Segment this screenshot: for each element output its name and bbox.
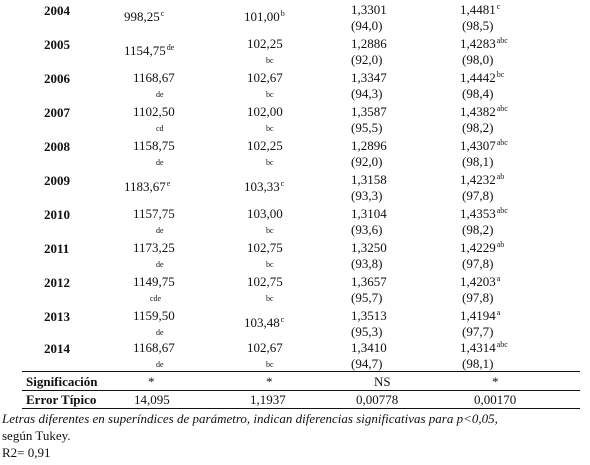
- value-col-2-superscript: b: [280, 9, 285, 18]
- value-col-2-value: 102,67: [247, 340, 283, 355]
- value-col-2-value: 102,25: [247, 36, 283, 51]
- value-col-4-paren: (98,1): [462, 154, 494, 169]
- value-col-4-superscript: abc: [496, 36, 508, 45]
- value-col-3-paren: (93,3): [351, 188, 383, 203]
- value-col-4-value: 1,4232: [460, 172, 496, 187]
- value-col-4-paren: (98,2): [462, 222, 494, 237]
- value-col-1-subscript: de: [156, 90, 164, 99]
- value-col-4-superscript: abc: [496, 104, 508, 113]
- value-col-1-value: 998,25: [124, 9, 160, 24]
- value-col-3-paren: (94,3): [351, 86, 383, 101]
- year-label: 2008: [44, 139, 70, 154]
- value-col-3-value: 1,3513: [351, 308, 387, 323]
- value-col-1-value: 1173,25: [133, 240, 175, 255]
- table-row: [0, 340, 590, 374]
- value-col-2-superscript: c: [280, 179, 285, 188]
- value-col-1-number: [133, 274, 175, 289]
- value-col-1-superscript: c: [160, 9, 165, 18]
- value-col-1-superscript: de: [166, 43, 175, 52]
- value-col-4-value: 1,4353: [460, 206, 496, 221]
- footnote-line-1: Letras diferentes en superíndices de parámetro, indican diferencias significativas para p<0,05,: [2, 411, 498, 426]
- footnote-line-3: R2= 0,91: [2, 445, 51, 460]
- value-col-4-superscript: abc: [496, 206, 508, 215]
- value-col-4-number: [460, 274, 500, 291]
- value-col-4-number: [460, 104, 508, 121]
- significance-label: Significación: [26, 374, 98, 389]
- value-col-2-value: 102,75: [247, 274, 283, 289]
- value-col-3-paren: (92,0): [351, 52, 383, 67]
- value-col-1-value: 1168,67: [133, 70, 175, 85]
- value-col-4-value: 1,4203: [460, 274, 496, 289]
- value-col-1-subscript: de: [156, 328, 164, 337]
- significance-c4: *: [492, 374, 499, 389]
- value-col-1-number: [133, 308, 175, 323]
- table-row: [0, 2, 590, 36]
- value-col-4-number: [460, 70, 504, 87]
- value-col-4-number: [460, 206, 508, 223]
- value-col-2-number: [244, 179, 284, 196]
- value-col-3-value: 1,3158: [351, 172, 387, 187]
- error-c3: 0,00778: [356, 392, 399, 407]
- value-col-4-value: 1,4283: [460, 36, 496, 51]
- value-col-3-value: 1,3587: [351, 104, 387, 119]
- value-col-1-superscript: e: [166, 179, 171, 188]
- value-col-2-subscript: bc: [266, 260, 274, 269]
- value-col-3-paren: (95,5): [351, 120, 383, 135]
- value-col-1-subscript: cde: [150, 294, 162, 303]
- table-row: [0, 36, 590, 70]
- value-col-4-superscript: abc: [496, 340, 508, 349]
- value-col-4-value: 1,4442: [460, 70, 496, 85]
- value-col-1-value: 1149,75: [133, 274, 175, 289]
- value-col-2-value: 103,00: [247, 206, 283, 221]
- value-col-3-paren: (95,7): [351, 290, 383, 305]
- value-col-2-number: [247, 104, 283, 119]
- value-col-4-paren: (97,8): [462, 290, 494, 305]
- value-col-3-value: 1,2896: [351, 138, 387, 153]
- value-col-4-number: [460, 2, 500, 19]
- value-col-4-number: [460, 308, 500, 325]
- value-col-1-value: 1159,50: [133, 308, 175, 323]
- value-col-2-value: 102,00: [247, 104, 283, 119]
- value-col-1-subscript: de: [156, 260, 164, 269]
- value-col-1-number: [133, 70, 175, 85]
- value-col-4-value: 1,4382: [460, 104, 496, 119]
- error-c4: 0,00170: [474, 392, 517, 407]
- value-col-1-number: [133, 104, 175, 119]
- value-col-4-number: [460, 340, 508, 357]
- value-col-4-superscript: abc: [496, 138, 508, 147]
- value-col-3-paren: (93,6): [351, 222, 383, 237]
- value-col-3-value: 1,3250: [351, 240, 387, 255]
- value-col-2-subscript: bc: [266, 226, 274, 235]
- value-col-4-paren: (97,8): [462, 188, 494, 203]
- value-col-1-value: 1157,75: [133, 206, 175, 221]
- value-col-1-value: 1102,50: [133, 104, 175, 119]
- value-col-2-number: [247, 274, 283, 289]
- value-col-4-paren: (98,0): [462, 52, 494, 67]
- value-col-1-subscript: de: [156, 360, 164, 369]
- value-col-2-number: [244, 315, 284, 332]
- year-label: 2011: [44, 241, 70, 256]
- table-rule-top: [22, 371, 580, 372]
- value-col-1-number: [133, 240, 175, 255]
- error-c1: 14,095: [134, 392, 170, 407]
- value-col-4-number: [460, 36, 508, 53]
- value-col-2-subscript: bc: [266, 90, 274, 99]
- value-col-2-number: [247, 70, 283, 85]
- year-label: 2012: [44, 275, 70, 290]
- year-label: 2013: [44, 309, 70, 324]
- table-row: [0, 308, 590, 342]
- value-col-1-subscript: de: [156, 226, 164, 235]
- value-col-4-paren: (98,5): [462, 18, 494, 33]
- value-col-3-paren: (93,8): [351, 256, 383, 271]
- significance-c3: NS: [374, 374, 391, 389]
- year-label: 2009: [44, 173, 70, 188]
- value-col-4-superscript: a: [496, 308, 501, 317]
- value-col-4-superscript: ab: [496, 240, 505, 249]
- value-col-4-number: [460, 138, 508, 155]
- table-row: [0, 206, 590, 240]
- value-col-4-superscript: bc: [496, 70, 505, 79]
- value-col-1-number: [133, 340, 175, 355]
- value-col-2-number: [247, 340, 283, 355]
- error-c2: 1,1937: [250, 392, 286, 407]
- significance-c2: *: [266, 374, 273, 389]
- value-col-2-number: [247, 36, 283, 51]
- value-col-2-number: [247, 206, 283, 221]
- value-col-4-value: 1,4194: [460, 308, 496, 323]
- table-row: [0, 70, 590, 104]
- value-col-4-paren: (98,4): [462, 86, 494, 101]
- value-col-3-paren: (94,7): [351, 356, 383, 371]
- value-col-1-number: [133, 206, 175, 221]
- value-col-3-value: 1,2886: [351, 36, 387, 51]
- value-col-2-subscript: bc: [266, 294, 274, 303]
- year-label: 2004: [44, 3, 70, 18]
- significance-c1: *: [148, 374, 155, 389]
- value-col-2-subscript: bc: [266, 56, 274, 65]
- value-col-4-paren: (97,8): [462, 256, 494, 271]
- value-col-1-subscript: de: [156, 158, 164, 167]
- year-label: 2007: [44, 105, 70, 120]
- value-col-3-value: 1,3410: [351, 340, 387, 355]
- value-col-4-value: 1,4481: [460, 2, 496, 17]
- value-col-2-value: 103,48: [244, 315, 280, 330]
- year-label: 2005: [44, 37, 70, 52]
- value-col-4-value: 1,4314: [460, 340, 496, 355]
- value-col-2-number: [247, 138, 283, 153]
- table-rule-mid: [22, 390, 580, 391]
- value-col-2-subscript: bc: [266, 360, 274, 369]
- value-col-1-number: [124, 43, 174, 60]
- value-col-1-number: [124, 9, 164, 26]
- year-label: 2006: [44, 71, 70, 86]
- value-col-2-value: 102,25: [247, 138, 283, 153]
- value-col-2-subscript: bc: [266, 158, 274, 167]
- table-row: [0, 274, 590, 308]
- value-col-3-value: 1,3301: [351, 2, 387, 17]
- value-col-1-value: 1183,67: [124, 179, 166, 194]
- value-col-3-paren: (94,0): [351, 18, 383, 33]
- value-col-2-value: 102,75: [247, 240, 283, 255]
- value-col-3-value: 1,3657: [351, 274, 387, 289]
- value-col-3-paren: (95,3): [351, 324, 383, 339]
- value-col-1-value: 1168,67: [133, 340, 175, 355]
- value-col-2-value: 103,33: [244, 179, 280, 194]
- error-label: Error Típico: [26, 392, 97, 407]
- value-col-1-number: [133, 138, 175, 153]
- value-col-4-paren: (98,1): [462, 356, 494, 371]
- value-col-4-value: 1,4229: [460, 240, 496, 255]
- value-col-2-number: [247, 240, 283, 255]
- value-col-2-value: 102,67: [247, 70, 283, 85]
- value-col-1-subscript: cd: [156, 124, 164, 133]
- value-col-4-superscript: ab: [496, 172, 505, 181]
- table-row: [0, 240, 590, 274]
- value-col-4-paren: (98,2): [462, 120, 494, 135]
- value-col-4-superscript: a: [496, 274, 501, 283]
- value-col-4-superscript: c: [496, 2, 501, 11]
- value-col-3-value: 1,3347: [351, 70, 387, 85]
- value-col-2-superscript: c: [280, 315, 285, 324]
- footnote-line-2: según Tukey.: [2, 428, 71, 443]
- table-row: [0, 138, 590, 172]
- value-col-4-number: [460, 240, 504, 257]
- value-col-4-number: [460, 172, 504, 189]
- value-col-4-paren: (97,7): [462, 324, 494, 339]
- value-col-3-paren: (92,0): [351, 154, 383, 169]
- year-label: 2010: [44, 207, 70, 222]
- value-col-1-value: 1158,75: [133, 138, 175, 153]
- value-col-1-number: [124, 179, 170, 196]
- table-row: [0, 172, 590, 206]
- year-label: 2014: [44, 341, 70, 356]
- value-col-2-number: [244, 9, 285, 26]
- value-col-1-value: 1154,75: [124, 43, 166, 58]
- value-col-3-value: 1,3104: [351, 206, 387, 221]
- value-col-4-value: 1,4307: [460, 138, 496, 153]
- value-col-2-value: 101,00: [244, 9, 280, 24]
- value-col-2-subscript: bc: [266, 124, 274, 133]
- table-row: [0, 104, 590, 138]
- table-rule-bottom: [22, 408, 580, 409]
